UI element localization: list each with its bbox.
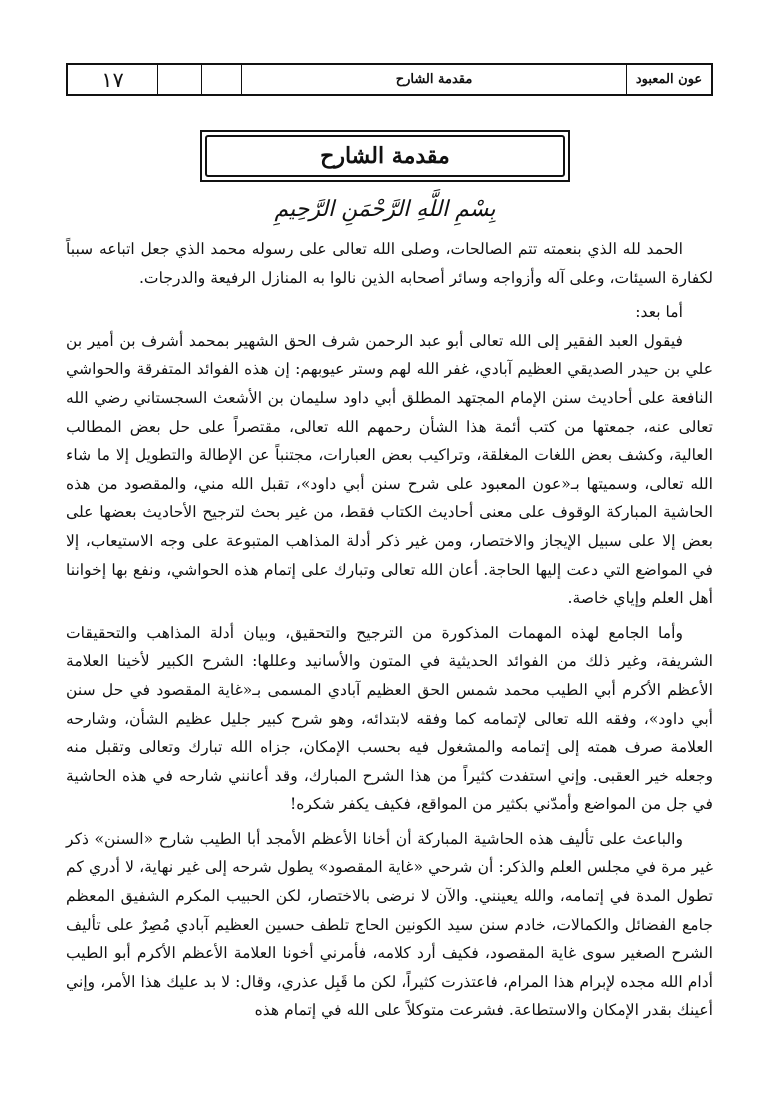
header-section-title: مقدمة الشارح xyxy=(242,65,627,94)
body-text xyxy=(66,235,713,1031)
paragraph: أما بعد: xyxy=(635,303,683,322)
paragraph: وأما الجامع لهذه المهمات المذكورة من الترجيح والتحقيق، وبيان أدلة المذاهب والتحقيقات الشريفة، وغير ذلك من الفوائد الحديثية في المتون والأسانيد وعللها: الشرح الكبير لأخينا العلامة الأعظم الأكرم أبي الطيب محمد شمس الحق العظيم آبادي المسمى بـ«غاية المقصود في حل سنن أبي داود»، وفقه الله تعالى لإتمامه كما وفقه لابتدائه، وهو شرح كبير جليل عظيم الشأن، وشارحه العلامة صرف همته إلى إتمامه والمشغول فيه بحسب الإمكان، جزاه الله تبارك وتعالى وتقبل منه وجعله خير العقبى. وإني استفدت كثيراً من هذا الشرح المبارك، وقد أعانني شارحه في هذه الحاشية في جل من المواضع وأمدّني بكثير من المواقع، فكيف يكفر شكره! xyxy=(66,623,713,814)
page-number: ١٧ xyxy=(68,65,158,94)
chapter-title: مقدمة الشارح xyxy=(205,135,565,177)
basmala: بِسْمِ اللَّهِ الرَّحْمَنِ الرَّحِيمِ xyxy=(274,197,496,222)
paragraph: والباعث على تأليف هذه الحاشية المباركة أن أخانا الأعظم الأمجد أبا الطيب شارح «السنن» ذكر غير مرة في مجلس العلم والذكر: أن شرحي «غاية المقصود» يطول شرحه إلى غير نهاية، لا أدري كم تطول المدة في إتمامه، والله يعينني. والآن لا نرضى بالاختصار، لكن الحبيب المكرم الشفيق المعظم جامع الفضائل والكمالات، خادم سنن سيد الكونين الحاج تلطف حسين العظيم آبادي مُصِرٌ على تأليف الشرح الصغير سوى غاية المقصود، فكيف أرد كلامه، فأمرني أخونا العلامة الأعظم الأكرم أبو الطيب أدام الله مجده لإبرام هذا المرام، فاعتذرت كثيراً، لكن ما قَبِل عذري، وقال: لا بد عليك هذا الأمر، وإني أعينك بقدر الإمكان والاستطاعة. فشرعت متوكلاً على الله في إتمام هذه xyxy=(66,829,714,1020)
chapter-title-frame xyxy=(200,130,570,182)
header-empty-cell xyxy=(158,65,202,94)
running-header xyxy=(66,63,713,96)
header-empty-cell xyxy=(202,65,242,94)
header-book-title: عون المعبود xyxy=(635,72,703,87)
paragraph: فيقول العبد الفقير إلى الله تعالى أبو عبد الرحمن شرف الحق الشهير بمحمد أشرف بن أمير بن علي بن حيدر الصديقي العظيم آبادي، غفر الله لهم وستر عيوبهم: إن هذه الفوائد المتفرقة والحواشي النافعة على أحاديث سنن الإمام المجتهد المطلق أبي داود سليمان بن الأشعث السجستاني رضي الله تعالى عنه، جمعتها من كتب أئمة هذا الشأن رحمهم الله تعالى، مقتصراً على حل بعض المطالب العالية، وكشف بعض اللغات المغلقة، وتراكيب بعض العبارات، مجتنباً عن الإطالة والتطويل إلا ما شاء الله تعالى، وسميتها بـ«عون المعبود على شرح سنن أبي داود»، تقبل الله مني، والمقصود من هذه الحاشية المباركة الوقوف على معنى أحاديث الكتاب فقط، من غير بحث لترجيح الأحاديث بعضها على بعض إلا على سبيل الإيجاز والاختصار، ومن غير ذكر أدلة المذاهب المتبوعة على وجه الاستيعاب، إلا في المواضع التي دعت إليها الحاجة. أعان الله تعالى وتبارك على إتمام هذه الحواشي، ونفع بها إخواننا أهل العلم وإياي خاصة. xyxy=(66,331,713,608)
paragraph: الحمد لله الذي بنعمته تتم الصالحات، وصلى الله تعالى على رسوله محمد الذي جعل اتباعه سبباً لكفارة السيئات، وعلى آله وأزواجه وسائر أصحابه الذين نالوا به المنازل الرفيعة والدرجات. xyxy=(66,240,713,287)
